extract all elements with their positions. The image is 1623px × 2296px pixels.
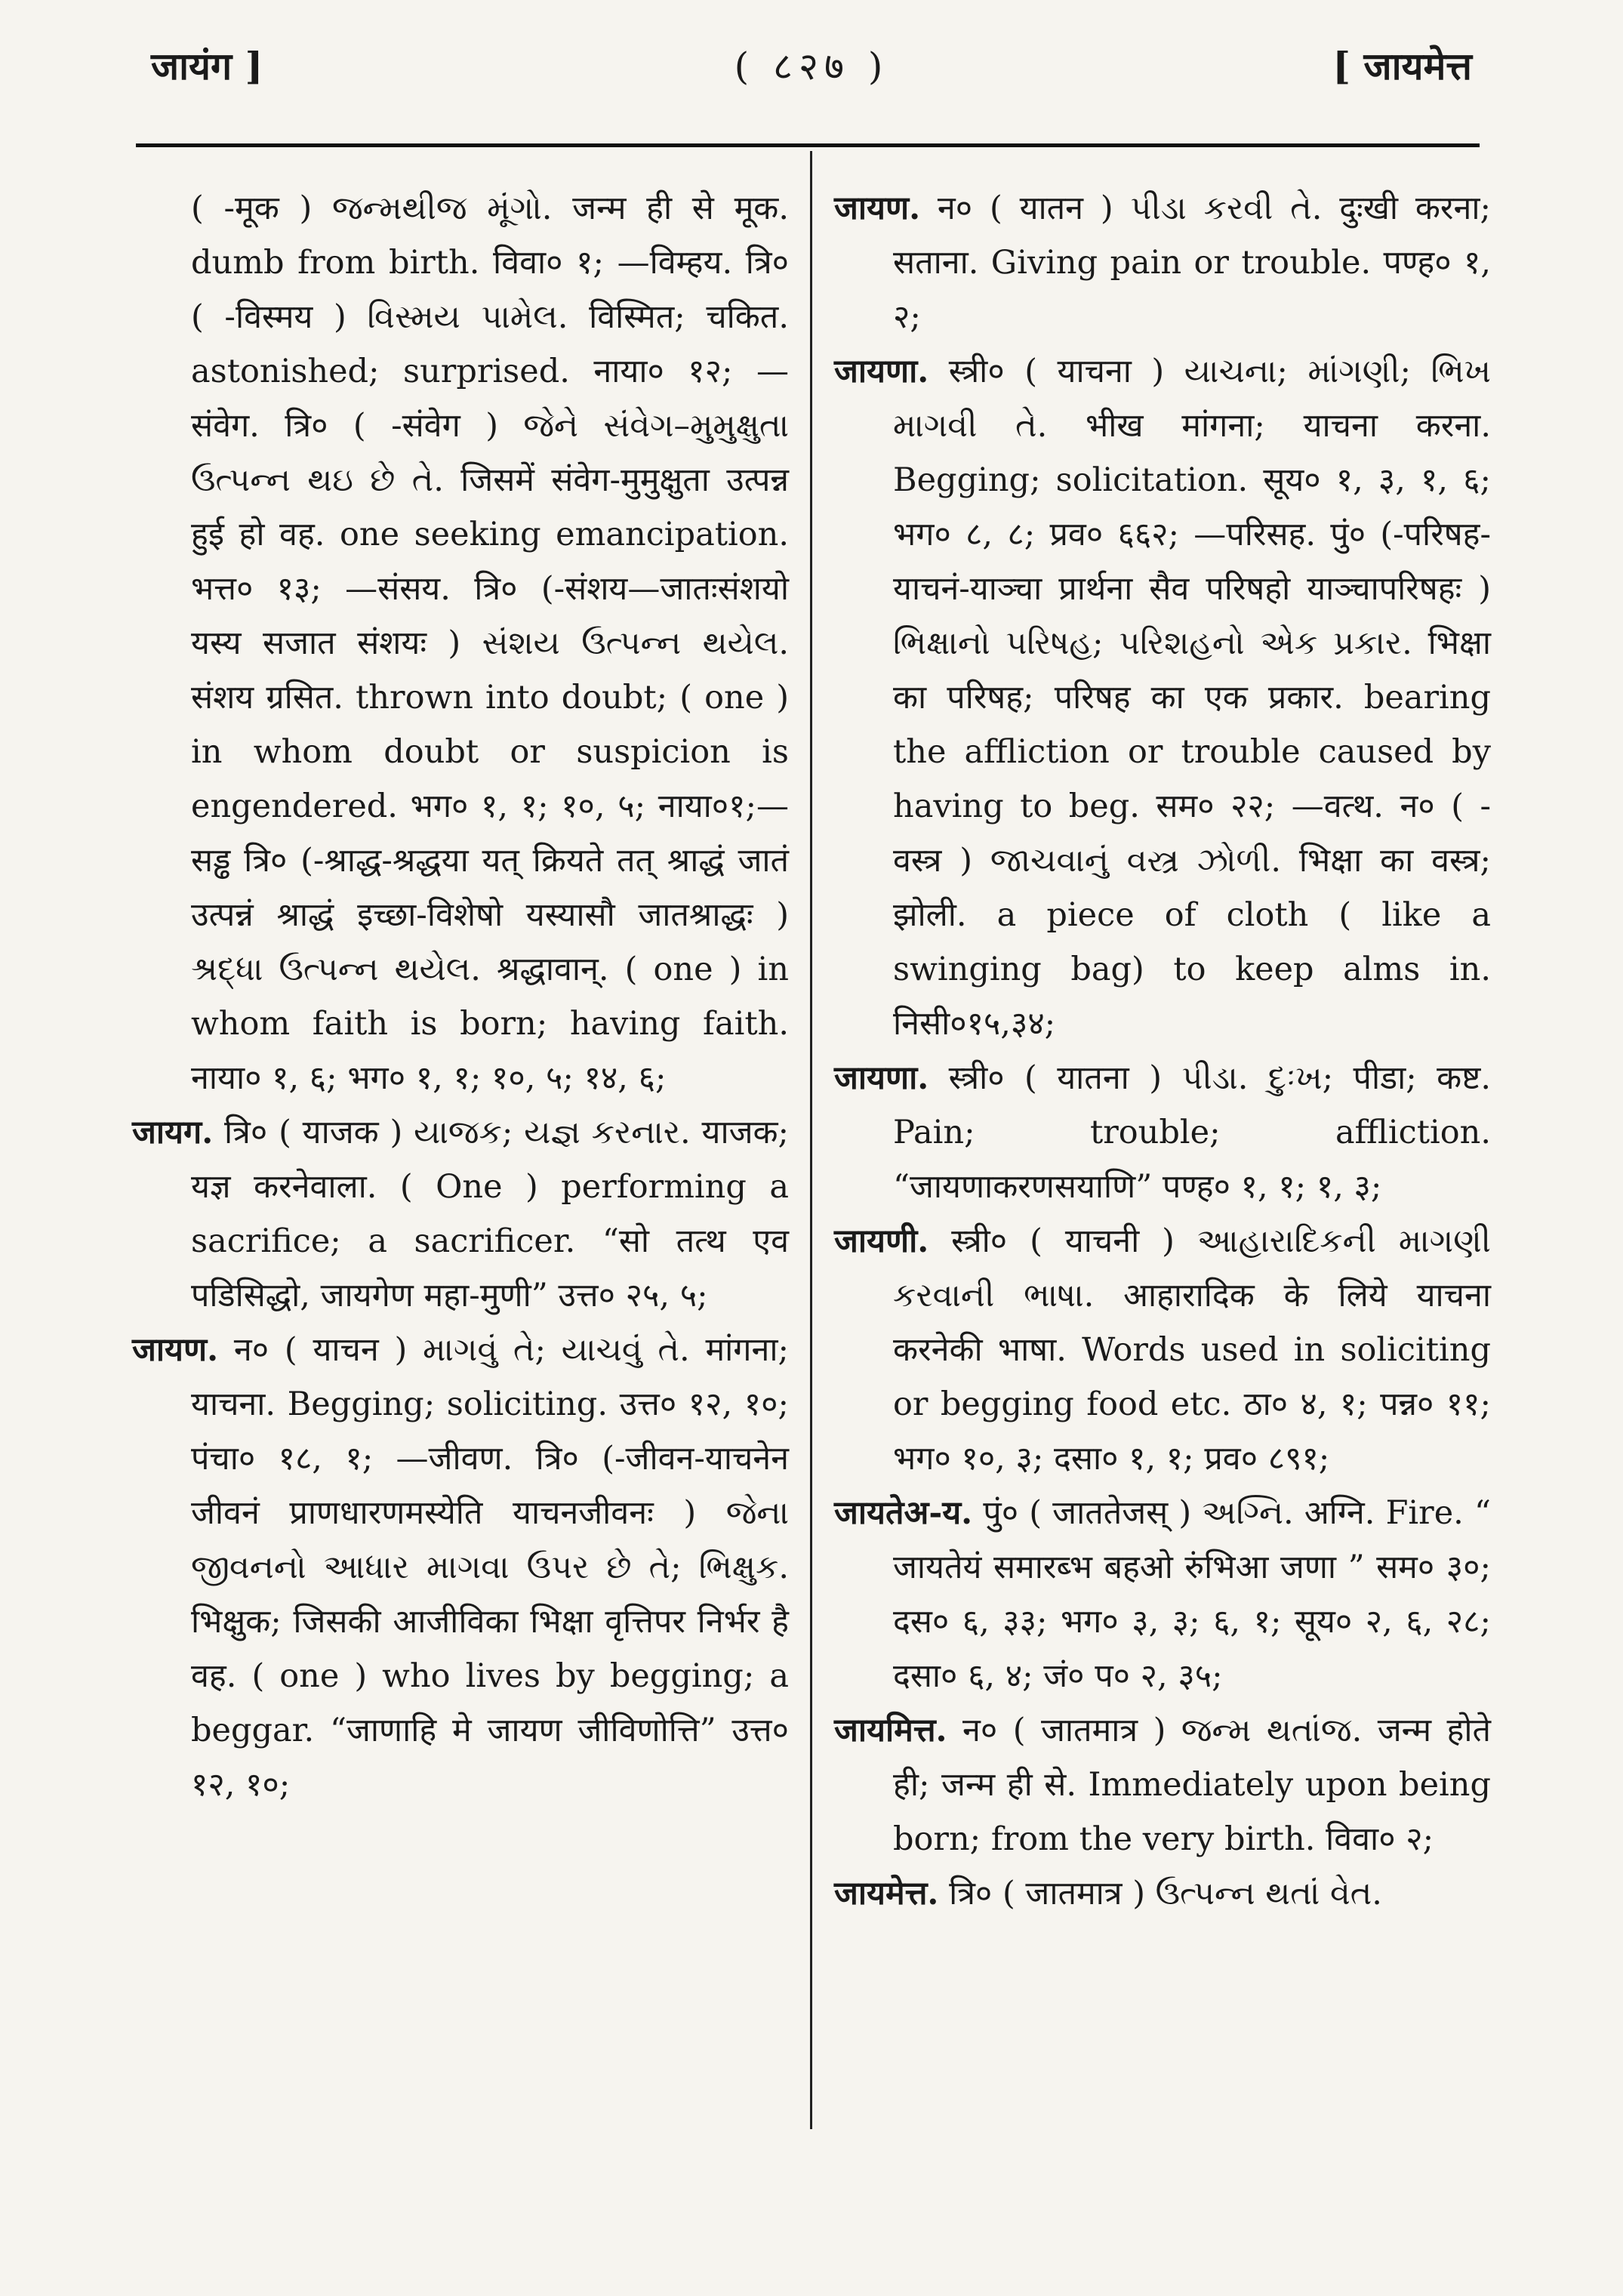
header-right-keyword: [ जायमेत्त xyxy=(1332,44,1472,88)
entry-lemma: जायणी. xyxy=(834,1222,929,1260)
entry-text: त्रि० ( जातमात्र ) ઉત્પન્ન થતાં વેત. xyxy=(949,1875,1382,1912)
entry-text: स्त्री० ( याचनी ) આહારાદિકની માગણી કરવાની ભાષા. आहारादिक के लिये याचना करनेकी भाषा. Words used in soliciting or begging food etc. ठा० ४, १; पन्न० ११; भग० १०, ३; दसा० १, १; प्रव० ८९१; xyxy=(893,1222,1491,1478)
dictionary-entry xyxy=(834,181,1491,344)
dictionary-entry xyxy=(834,1703,1491,1866)
header-left-keyword: जायंग ] xyxy=(151,44,263,88)
entry-text: न० ( यातन ) પીડા કરવી તે. दुःखी करना; सताना. Giving pain or trouble. पण्ह० १, २; xyxy=(893,190,1491,336)
entry-text: त्रि० ( याजक ) યાજક; યજ્ઞ કરનાર. याजक; यज्ञ करनेवाला. ( One ) performing a sacrifice; a sacrificer. “सो तत्थ एव पडिसिद्धो, जायगेण महा-मुणी” उत्त० २५, ५; xyxy=(191,1114,789,1314)
dictionary-entry xyxy=(834,1486,1491,1703)
entry-text: ( -मूक ) જન્મથીજ મૂંગો. जन्म ही से मूक. dumb from birth. विवा० १; —विम्हय. त्रि० ( -विस्मय ) વિસ્મય પામેલ. विस्मित; चकित. astonished; surprised. नाया० १२; —संवेग. त्रि० ( -संवेग ) જેને સંવેગ–મુમુક્ષુતા ઉત્પન્ન થઇ છે તે. जिसमें संवेग-मुमुक्षुता उत्पन्न हुई हो वह. one seeking emancipation. भत्त० १३; —संसय. त्रि० (-संशय—जातःसंशयो यस्य सजात संशयः ) સંશય ઉત્પન્ન થયેલ. संशय ग्रसित. thrown into doubt; ( one ) in whom doubt or suspicion is engendered. भग० १, १; १०, ५; नाया०१;—सड्ढ त्रि० (-श्राद्ध-श्रद्धया यत् क्रियते तत् श्राद्धं जातं उत्पन्नं श्राद्धं इच्छा-विशेषो यस्यासौ जातश्राद्धः ) શ્રદ્ધા ઉત્પન્ન થયેલ. श्रद्धावान्. ( one ) in whom faith is born; having faith. नाया० १, ६; भग० १, १; १०, ५; १४, ६; xyxy=(191,190,789,1097)
entry-lemma: जायण. xyxy=(132,1331,219,1369)
entry-lemma: जायतेअ-य. xyxy=(834,1494,973,1532)
page-number: ( ८२७ ) xyxy=(734,45,889,88)
entry-text: स्त्री० ( याचना ) યાચના; માંગણી; ભિખ માગવી તે. भीख मांगना; याचना करना. Begging; solicitation. सूय० १, ३, १, ६; भग० ८, ८; प्रव० ६६२; —परिसह. पुं० (-परिषह-याचनं-याञ्चा प्रार्थना सैव परिषहो याञ्चापरिषहः ) ભિક્ષાનો પરિષહ; પરિશહનો એક પ્રકાર. भिक्षा का परिषह; परिषह का एक प्रकार. bearing the affliction or trouble caused by having to beg. सम० २२; —वत्थ. न० ( -वस्त्र ) જાચવાનું વસ્ત્ર ઝોળી. भिक्षा का वस्त्र; झोली. a piece of cloth ( like a swinging bag) to keep alms in. निसी०१५,३४; xyxy=(893,353,1491,1043)
dictionary-entry xyxy=(834,1051,1491,1214)
entry-lemma: जायग. xyxy=(132,1114,214,1151)
entry-continuation xyxy=(132,181,789,1105)
entry-text: पुं० ( जाततेजस् ) અગ્નિ. अग्नि. Fire. “ जायतेयं समारब्भ बहओ रुंभिआ जणा ” सम० ३०; दस० ६, ३३; भग० ३, ३; ६, १; सूय० २, ६, २८; दसा० ६, ४; जं० प० २, ३५; xyxy=(893,1494,1492,1695)
header-rule xyxy=(136,143,1480,147)
entry-text: न० ( याचन ) માગવું તે; યાચવું તે. मांगना; याचना. Begging; soliciting. उत्त० १२, १०; पंचा० १८, १; —जीवण. त्रि० (-जीवन-याचनेन जीवनं प्राणधारणमस्येति याचनजीवनः ) જેના જીવનનો આધાર માગવા ઉપર છે તે; ભિક્ષુક. भिक्षुक; जिसकी आजीविका भिक्षा वृत्तिपर निर्भर है वह. ( one ) who lives by begging; a beggar. “जाणाहि मे जायण जीविणोत्ति” उत्त० १२, १०; xyxy=(191,1331,790,1804)
dictionary-entry xyxy=(834,1866,1491,1921)
entry-lemma: जायमेत्त. xyxy=(834,1875,939,1912)
entry-text: स्त्री० ( यातना ) પીડા. દુઃખ; पीडा; कष्ट. Pain; trouble; affliction. “जायणाकरणसयाणि” पण्ह० १, १; १, ३; xyxy=(893,1059,1491,1206)
right-column xyxy=(834,181,1491,1921)
entry-lemma: जायमित्त. xyxy=(834,1712,947,1749)
entry-lemma: जायणा. xyxy=(834,1059,929,1097)
entry-lemma: जायण. xyxy=(834,190,921,227)
dictionary-entry xyxy=(834,344,1491,1051)
left-column xyxy=(132,181,789,1812)
dictionary-entry xyxy=(132,1105,789,1323)
dictionary-entry xyxy=(132,1323,789,1812)
entry-lemma: जायणा. xyxy=(834,353,929,390)
column-divider xyxy=(810,151,812,2129)
entry-text: न० ( जातमात्र ) જન્મ થતાંજ. जन्म होते ही; जन्म ही से. Immediately upon being born; from the very birth. विवा० २; xyxy=(893,1712,1491,1858)
dictionary-entry xyxy=(834,1214,1491,1486)
